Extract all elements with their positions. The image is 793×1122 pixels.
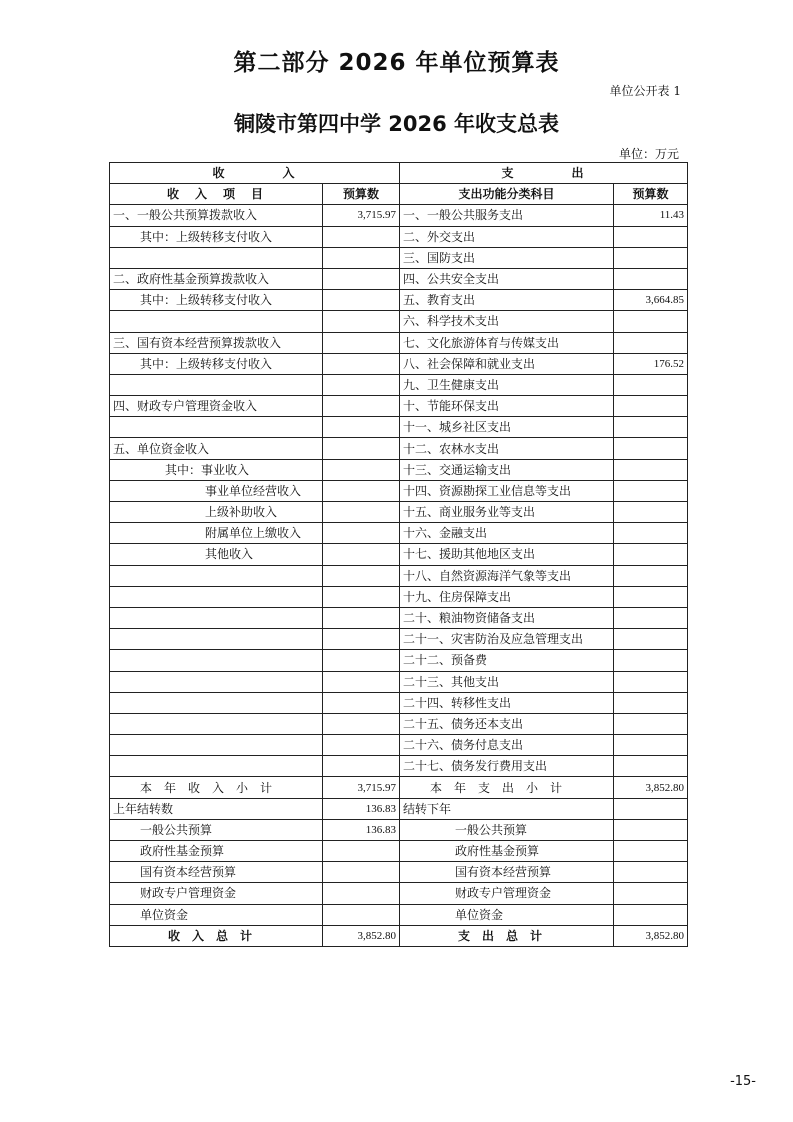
expense-budget-cell: 3,664.85 <box>614 290 688 311</box>
income-budget-cell <box>323 268 400 289</box>
expense-item-cell: 二十六、债务付息支出 <box>400 735 614 756</box>
expense-item-cell: 七、文化旅游体育与传媒支出 <box>400 332 614 353</box>
expense-item-cell: 单位资金 <box>400 904 614 925</box>
table-row <box>110 671 688 692</box>
form-number: 单位公开表 1 <box>609 84 681 98</box>
income-budget-cell: 3,715.97 <box>323 205 400 226</box>
table-row <box>110 607 688 628</box>
expense-budget-cell: 11.43 <box>614 205 688 226</box>
income-item-cell: 三、国有资本经营预算拨款收入 <box>110 332 323 353</box>
income-item-cell <box>110 417 323 438</box>
income-item-cell: 附属单位上缴收入 <box>110 523 323 544</box>
expense-budget-cell <box>614 586 688 607</box>
income-budget-cell <box>323 735 400 756</box>
expense-budget-cell <box>614 756 688 777</box>
income-item-cell: 本 年 收 入 小 计 <box>110 777 323 798</box>
income-item-cell: 一般公共预算 <box>110 819 323 840</box>
income-item-cell: 政府性基金预算 <box>110 841 323 862</box>
income-budget-cell <box>323 713 400 734</box>
expense-budget-cell <box>614 862 688 883</box>
income-item-cell: 上级补助收入 <box>110 502 323 523</box>
table-row <box>110 353 688 374</box>
header-income: 收 入 <box>110 163 400 184</box>
table-row <box>110 777 688 798</box>
income-item-cell: 五、单位资金收入 <box>110 438 323 459</box>
income-item-cell: 其他收入 <box>110 544 323 565</box>
income-item-cell <box>110 374 323 395</box>
expense-budget-cell <box>614 480 688 501</box>
expense-item-cell: 十五、商业服务业等支出 <box>400 502 614 523</box>
expense-budget-cell <box>614 438 688 459</box>
expense-budget-cell <box>614 713 688 734</box>
income-budget-cell: 3,715.97 <box>323 777 400 798</box>
expense-item-cell: 本 年 支 出 小 计 <box>400 777 614 798</box>
expense-item-cell: 财政专户管理资金 <box>400 883 614 904</box>
table-row <box>110 374 688 395</box>
income-item-cell <box>110 735 323 756</box>
table-row <box>110 396 688 417</box>
expense-budget-cell <box>614 459 688 480</box>
income-item-cell: 其中：上级转移支付收入 <box>110 290 323 311</box>
expense-item-cell: 三、国防支出 <box>400 247 614 268</box>
header-row-group <box>110 163 688 184</box>
income-budget-cell <box>323 841 400 862</box>
income-item-cell: 事业单位经营收入 <box>110 480 323 501</box>
table-row <box>110 205 688 226</box>
expense-item-cell: 十一、城乡社区支出 <box>400 417 614 438</box>
income-budget-cell <box>323 650 400 671</box>
income-item-cell: 财政专户管理资金 <box>110 883 323 904</box>
income-item-cell: 四、财政专户管理资金收入 <box>110 396 323 417</box>
table-row <box>110 268 688 289</box>
income-budget-cell <box>323 586 400 607</box>
table-row <box>110 523 688 544</box>
expense-item-cell: 十八、自然资源海洋气象等支出 <box>400 565 614 586</box>
table-row <box>110 756 688 777</box>
income-budget-cell <box>323 904 400 925</box>
income-budget-cell <box>323 671 400 692</box>
income-budget-cell <box>323 502 400 523</box>
expense-budget-cell <box>614 629 688 650</box>
expense-item-cell: 二十五、债务还本支出 <box>400 713 614 734</box>
page-title: 第二部分 2026 年单位预算表 <box>233 50 560 76</box>
expense-budget-cell <box>614 819 688 840</box>
expense-item-cell: 十六、金融支出 <box>400 523 614 544</box>
table-row <box>110 735 688 756</box>
expense-budget-cell <box>614 841 688 862</box>
expense-item-cell: 一、一般公共服务支出 <box>400 205 614 226</box>
table-row <box>110 565 688 586</box>
table-row <box>110 290 688 311</box>
income-budget-cell <box>323 290 400 311</box>
table-row <box>110 480 688 501</box>
expense-item-cell: 二十四、转移性支出 <box>400 692 614 713</box>
income-item-cell <box>110 713 323 734</box>
table-row <box>110 629 688 650</box>
expense-budget-cell <box>614 268 688 289</box>
expense-item-cell: 八、社会保障和就业支出 <box>400 353 614 374</box>
table-row <box>110 438 688 459</box>
expense-budget-cell: 3,852.80 <box>614 777 688 798</box>
income-budget-cell <box>323 862 400 883</box>
income-budget-cell <box>323 438 400 459</box>
income-budget-cell <box>323 629 400 650</box>
income-budget-cell <box>323 756 400 777</box>
expense-budget-cell <box>614 226 688 247</box>
expense-budget-cell <box>614 671 688 692</box>
expense-item-cell: 十二、农林水支出 <box>400 438 614 459</box>
expense-budget-cell <box>614 396 688 417</box>
expense-item-cell: 一般公共预算 <box>400 819 614 840</box>
income-budget-cell <box>323 353 400 374</box>
income-item-cell: 国有资本经营预算 <box>110 862 323 883</box>
expense-item-cell: 国有资本经营预算 <box>400 862 614 883</box>
income-budget-cell <box>323 607 400 628</box>
expense-item-cell: 二十一、灾害防治及应急管理支出 <box>400 629 614 650</box>
income-budget-cell <box>323 883 400 904</box>
table-row <box>110 544 688 565</box>
income-budget-cell <box>323 417 400 438</box>
income-item-cell <box>110 607 323 628</box>
header-expense-budget: 预算数 <box>614 184 688 205</box>
income-budget-cell <box>323 311 400 332</box>
expense-budget-cell <box>614 311 688 332</box>
expense-item-cell: 二十七、债务发行费用支出 <box>400 756 614 777</box>
income-budget-cell <box>323 459 400 480</box>
expense-item-cell: 政府性基金预算 <box>400 841 614 862</box>
header-expense-item: 支出功能分类科目 <box>400 184 614 205</box>
income-item-cell <box>110 671 323 692</box>
expense-item-cell: 四、公共安全支出 <box>400 268 614 289</box>
income-item-cell <box>110 756 323 777</box>
table-row <box>110 883 688 904</box>
income-item-cell: 其中：事业收入 <box>110 459 323 480</box>
expense-item-cell: 结转下年 <box>400 798 614 819</box>
expense-budget-cell <box>614 523 688 544</box>
table-row <box>110 586 688 607</box>
header-income-item: 收 入 项 目 <box>110 184 323 205</box>
table-row <box>110 502 688 523</box>
table-row <box>110 332 688 353</box>
income-budget-cell <box>323 332 400 353</box>
income-item-cell: 收 入 总 计 <box>110 925 323 946</box>
income-item-cell <box>110 247 323 268</box>
expense-budget-cell <box>614 798 688 819</box>
expense-item-cell: 六、科学技术支出 <box>400 311 614 332</box>
table-row <box>110 925 688 946</box>
table-row <box>110 841 688 862</box>
expense-budget-cell: 176.52 <box>614 353 688 374</box>
header-expense: 支 出 <box>400 163 688 184</box>
budget-summary-table <box>109 162 688 947</box>
income-item-cell <box>110 692 323 713</box>
expense-item-cell: 十、节能环保支出 <box>400 396 614 417</box>
expense-item-cell: 十七、援助其他地区支出 <box>400 544 614 565</box>
expense-budget-cell <box>614 735 688 756</box>
expense-item-cell: 十三、交通运输支出 <box>400 459 614 480</box>
income-budget-cell <box>323 544 400 565</box>
expense-budget-cell <box>614 374 688 395</box>
header-row-columns <box>110 184 688 205</box>
expense-budget-cell <box>614 883 688 904</box>
table-row <box>110 247 688 268</box>
income-budget-cell: 136.83 <box>323 798 400 819</box>
table-row <box>110 798 688 819</box>
expense-budget-cell: 3,852.80 <box>614 925 688 946</box>
unit-label: 单位：万元 <box>618 147 679 161</box>
table-row <box>110 311 688 332</box>
income-budget-cell <box>323 565 400 586</box>
expense-item-cell: 九、卫生健康支出 <box>400 374 614 395</box>
expense-budget-cell <box>614 247 688 268</box>
income-item-cell <box>110 311 323 332</box>
table-row <box>110 417 688 438</box>
income-budget-cell <box>323 480 400 501</box>
expense-budget-cell <box>614 904 688 925</box>
table-row <box>110 819 688 840</box>
expense-item-cell: 二十三、其他支出 <box>400 671 614 692</box>
table-row <box>110 459 688 480</box>
table-title: 铜陵市第四中学 2026 年收支总表 <box>233 112 560 136</box>
income-budget-cell <box>323 692 400 713</box>
page-number: -15- <box>730 1074 756 1089</box>
income-budget-cell <box>323 247 400 268</box>
expense-budget-cell <box>614 332 688 353</box>
income-item-cell <box>110 565 323 586</box>
table-row <box>110 713 688 734</box>
table-row <box>110 226 688 247</box>
table-row <box>110 650 688 671</box>
expense-item-cell: 五、教育支出 <box>400 290 614 311</box>
income-item-cell <box>110 586 323 607</box>
expense-item-cell: 二、外交支出 <box>400 226 614 247</box>
expense-budget-cell <box>614 565 688 586</box>
expense-budget-cell <box>614 502 688 523</box>
income-item-cell: 一、一般公共预算拨款收入 <box>110 205 323 226</box>
expense-item-cell: 支 出 总 计 <box>400 925 614 946</box>
expense-budget-cell <box>614 650 688 671</box>
income-budget-cell <box>323 523 400 544</box>
income-budget-cell: 136.83 <box>323 819 400 840</box>
expense-item-cell: 二十、粮油物资储备支出 <box>400 607 614 628</box>
expense-item-cell: 二十二、预备费 <box>400 650 614 671</box>
header-income-budget: 预算数 <box>323 184 400 205</box>
income-item-cell: 单位资金 <box>110 904 323 925</box>
income-budget-cell <box>323 374 400 395</box>
expense-budget-cell <box>614 607 688 628</box>
income-budget-cell: 3,852.80 <box>323 925 400 946</box>
income-item-cell: 上年结转数 <box>110 798 323 819</box>
income-item-cell: 其中：上级转移支付收入 <box>110 353 323 374</box>
expense-budget-cell <box>614 692 688 713</box>
income-budget-cell <box>323 396 400 417</box>
income-budget-cell <box>323 226 400 247</box>
expense-item-cell: 十九、住房保障支出 <box>400 586 614 607</box>
income-item-cell: 二、政府性基金预算拨款收入 <box>110 268 323 289</box>
table-row <box>110 862 688 883</box>
table-row <box>110 692 688 713</box>
table-row <box>110 904 688 925</box>
expense-budget-cell <box>614 417 688 438</box>
expense-item-cell: 十四、资源勘探工业信息等支出 <box>400 480 614 501</box>
income-item-cell <box>110 650 323 671</box>
income-item-cell: 其中：上级转移支付收入 <box>110 226 323 247</box>
income-item-cell <box>110 629 323 650</box>
expense-budget-cell <box>614 544 688 565</box>
